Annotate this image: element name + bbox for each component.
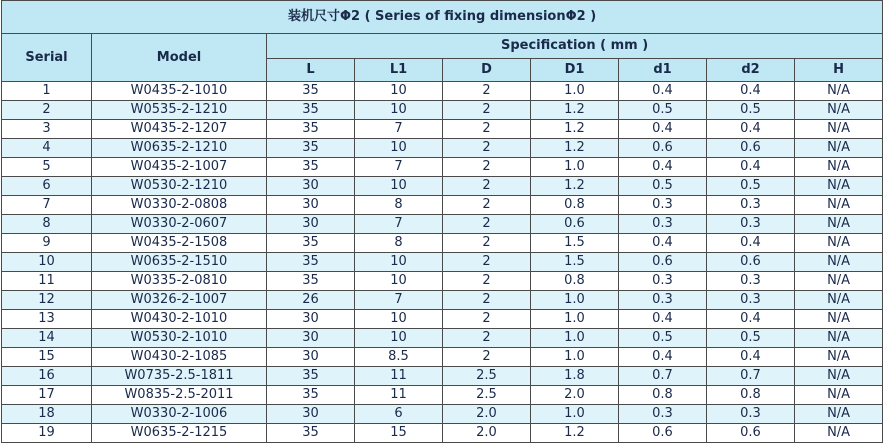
cell-d2: 0.3 <box>707 215 795 234</box>
cell-d1: 0.4 <box>619 82 707 101</box>
cell-l: 35 <box>267 139 355 158</box>
cell-l: 35 <box>267 82 355 101</box>
table-row <box>2 310 883 329</box>
cell-l1: 10 <box>355 82 443 101</box>
header-d1: D1 <box>531 59 619 82</box>
cell-d: 2 <box>443 215 531 234</box>
cell-l: 30 <box>267 329 355 348</box>
header-l1: L1 <box>355 59 443 82</box>
cell-d1-upper: 1.0 <box>531 82 619 101</box>
cell-h: N/A <box>795 82 883 101</box>
cell-d2: 0.5 <box>707 329 795 348</box>
cell-d1-upper: 1.8 <box>531 367 619 386</box>
cell-d: 2 <box>443 177 531 196</box>
cell-serial: 15 <box>2 348 92 367</box>
cell-model: W0735-2.5-1811 <box>92 367 267 386</box>
cell-model: W0430-2-1085 <box>92 348 267 367</box>
cell-d1: 0.3 <box>619 272 707 291</box>
cell-serial: 18 <box>2 405 92 424</box>
cell-l1: 8 <box>355 234 443 253</box>
table-row <box>2 215 883 234</box>
cell-serial: 4 <box>2 139 92 158</box>
cell-d1-upper: 1.0 <box>531 348 619 367</box>
cell-l1: 10 <box>355 272 443 291</box>
cell-serial: 17 <box>2 386 92 405</box>
header-serial: Serial <box>2 34 92 82</box>
cell-l: 30 <box>267 215 355 234</box>
cell-d1: 0.3 <box>619 405 707 424</box>
cell-model: W0326-2-1007 <box>92 291 267 310</box>
cell-d1: 0.4 <box>619 310 707 329</box>
cell-d2: 0.4 <box>707 310 795 329</box>
cell-model: W0435-2-1508 <box>92 234 267 253</box>
cell-l: 30 <box>267 310 355 329</box>
table-row <box>2 234 883 253</box>
cell-l: 35 <box>267 386 355 405</box>
cell-d1-upper: 1.2 <box>531 101 619 120</box>
cell-d2: 0.5 <box>707 177 795 196</box>
dimension-table <box>1 0 883 443</box>
cell-model: W0330-2-1006 <box>92 405 267 424</box>
header-d: D <box>443 59 531 82</box>
cell-d: 2.5 <box>443 367 531 386</box>
cell-d2: 0.5 <box>707 101 795 120</box>
table-row <box>2 101 883 120</box>
header-d1-lower: d1 <box>619 59 707 82</box>
cell-d1-upper: 1.0 <box>531 310 619 329</box>
cell-h: N/A <box>795 310 883 329</box>
cell-l: 26 <box>267 291 355 310</box>
cell-l1: 10 <box>355 177 443 196</box>
cell-l: 35 <box>267 158 355 177</box>
cell-d2: 0.7 <box>707 367 795 386</box>
cell-l1: 8 <box>355 196 443 215</box>
cell-d: 2 <box>443 272 531 291</box>
table-body <box>2 82 883 443</box>
cell-model: W0635-2-1510 <box>92 253 267 272</box>
table-row <box>2 158 883 177</box>
cell-d1: 0.3 <box>619 215 707 234</box>
cell-serial: 16 <box>2 367 92 386</box>
table-row <box>2 139 883 158</box>
cell-l: 35 <box>267 120 355 139</box>
cell-d1-upper: 1.5 <box>531 253 619 272</box>
table-row <box>2 120 883 139</box>
cell-d1-upper: 1.0 <box>531 405 619 424</box>
cell-l: 30 <box>267 405 355 424</box>
cell-model: W0435-2-1207 <box>92 120 267 139</box>
cell-d2: 0.8 <box>707 386 795 405</box>
cell-serial: 8 <box>2 215 92 234</box>
cell-d1-upper: 1.0 <box>531 291 619 310</box>
cell-l1: 8.5 <box>355 348 443 367</box>
cell-serial: 7 <box>2 196 92 215</box>
cell-model: W0635-2-1215 <box>92 424 267 443</box>
cell-d1-upper: 1.2 <box>531 139 619 158</box>
cell-serial: 2 <box>2 101 92 120</box>
cell-d2: 0.4 <box>707 234 795 253</box>
cell-d1: 0.5 <box>619 177 707 196</box>
cell-d: 2 <box>443 158 531 177</box>
cell-serial: 6 <box>2 177 92 196</box>
cell-model: W0435-2-1010 <box>92 82 267 101</box>
cell-h: N/A <box>795 196 883 215</box>
cell-l: 30 <box>267 177 355 196</box>
cell-serial: 14 <box>2 329 92 348</box>
cell-l: 35 <box>267 272 355 291</box>
cell-d: 2 <box>443 196 531 215</box>
cell-l1: 7 <box>355 215 443 234</box>
cell-d: 2 <box>443 120 531 139</box>
table-row <box>2 82 883 101</box>
cell-d1: 0.6 <box>619 253 707 272</box>
cell-model: W0635-2-1210 <box>92 139 267 158</box>
cell-d1: 0.7 <box>619 367 707 386</box>
cell-l: 35 <box>267 367 355 386</box>
cell-d2: 0.3 <box>707 291 795 310</box>
cell-model: W0430-2-1010 <box>92 310 267 329</box>
cell-d2: 0.4 <box>707 158 795 177</box>
cell-l1: 11 <box>355 386 443 405</box>
cell-l: 35 <box>267 101 355 120</box>
cell-d: 2.0 <box>443 424 531 443</box>
cell-d1-upper: 0.8 <box>531 272 619 291</box>
cell-d2: 0.4 <box>707 82 795 101</box>
cell-model: W0530-2-1010 <box>92 329 267 348</box>
cell-d: 2 <box>443 139 531 158</box>
cell-d1-upper: 0.8 <box>531 196 619 215</box>
cell-d: 2.0 <box>443 405 531 424</box>
cell-d1: 0.5 <box>619 101 707 120</box>
cell-serial: 3 <box>2 120 92 139</box>
cell-d1: 0.6 <box>619 424 707 443</box>
cell-h: N/A <box>795 405 883 424</box>
cell-l: 35 <box>267 424 355 443</box>
cell-h: N/A <box>795 253 883 272</box>
header-specification: Specification ( mm ) <box>267 34 883 59</box>
cell-d1-upper: 1.2 <box>531 120 619 139</box>
cell-d: 2 <box>443 82 531 101</box>
header-model: Model <box>92 34 267 82</box>
table-row <box>2 291 883 310</box>
table-row <box>2 177 883 196</box>
cell-model: W0330-2-0808 <box>92 196 267 215</box>
cell-h: N/A <box>795 272 883 291</box>
cell-serial: 1 <box>2 82 92 101</box>
cell-l: 35 <box>267 253 355 272</box>
cell-d1: 0.8 <box>619 386 707 405</box>
cell-d2: 0.6 <box>707 253 795 272</box>
table-row <box>2 272 883 291</box>
cell-serial: 11 <box>2 272 92 291</box>
table-row <box>2 386 883 405</box>
cell-model: W0330-2-0607 <box>92 215 267 234</box>
cell-l1: 10 <box>355 310 443 329</box>
cell-l1: 10 <box>355 101 443 120</box>
cell-model: W0535-2-1210 <box>92 101 267 120</box>
cell-h: N/A <box>795 424 883 443</box>
cell-d1-upper: 1.2 <box>531 177 619 196</box>
cell-l1: 15 <box>355 424 443 443</box>
table-row <box>2 348 883 367</box>
cell-model: W0530-2-1210 <box>92 177 267 196</box>
cell-serial: 19 <box>2 424 92 443</box>
cell-h: N/A <box>795 215 883 234</box>
cell-serial: 12 <box>2 291 92 310</box>
cell-model: W0435-2-1007 <box>92 158 267 177</box>
cell-d: 2 <box>443 329 531 348</box>
cell-l1: 7 <box>355 291 443 310</box>
cell-d: 2 <box>443 348 531 367</box>
cell-h: N/A <box>795 120 883 139</box>
cell-l: 35 <box>267 234 355 253</box>
cell-h: N/A <box>795 348 883 367</box>
table-row <box>2 329 883 348</box>
cell-l1: 10 <box>355 253 443 272</box>
header-d2: d2 <box>707 59 795 82</box>
header-h: H <box>795 59 883 82</box>
cell-h: N/A <box>795 158 883 177</box>
cell-d1: 0.4 <box>619 120 707 139</box>
cell-l1: 6 <box>355 405 443 424</box>
cell-l1: 11 <box>355 367 443 386</box>
table-row <box>2 196 883 215</box>
cell-serial: 10 <box>2 253 92 272</box>
cell-d1-upper: 1.5 <box>531 234 619 253</box>
cell-l: 30 <box>267 348 355 367</box>
cell-d1: 0.4 <box>619 348 707 367</box>
cell-h: N/A <box>795 386 883 405</box>
cell-l1: 7 <box>355 158 443 177</box>
cell-d1: 0.4 <box>619 234 707 253</box>
cell-model: W0835-2.5-2011 <box>92 386 267 405</box>
cell-l1: 10 <box>355 329 443 348</box>
cell-d1-upper: 1.2 <box>531 424 619 443</box>
cell-h: N/A <box>795 329 883 348</box>
table-row <box>2 367 883 386</box>
cell-serial: 13 <box>2 310 92 329</box>
cell-serial: 5 <box>2 158 92 177</box>
cell-d: 2 <box>443 291 531 310</box>
cell-serial: 9 <box>2 234 92 253</box>
cell-h: N/A <box>795 291 883 310</box>
cell-h: N/A <box>795 234 883 253</box>
cell-d1-upper: 2.0 <box>531 386 619 405</box>
cell-h: N/A <box>795 367 883 386</box>
cell-d1: 0.5 <box>619 329 707 348</box>
table-row <box>2 405 883 424</box>
cell-l1: 10 <box>355 139 443 158</box>
cell-model: W0335-2-0810 <box>92 272 267 291</box>
cell-d: 2 <box>443 253 531 272</box>
cell-d: 2 <box>443 101 531 120</box>
cell-d2: 0.4 <box>707 348 795 367</box>
cell-d1-upper: 1.0 <box>531 158 619 177</box>
cell-d1-upper: 1.0 <box>531 329 619 348</box>
cell-l: 30 <box>267 196 355 215</box>
cell-d1: 0.6 <box>619 139 707 158</box>
cell-d2: 0.3 <box>707 196 795 215</box>
table-row <box>2 424 883 443</box>
cell-d1-upper: 0.6 <box>531 215 619 234</box>
cell-d1: 0.3 <box>619 291 707 310</box>
header-l: L <box>267 59 355 82</box>
cell-d2: 0.6 <box>707 424 795 443</box>
cell-d2: 0.6 <box>707 139 795 158</box>
cell-d1: 0.3 <box>619 196 707 215</box>
cell-d1: 0.4 <box>619 158 707 177</box>
cell-d: 2 <box>443 234 531 253</box>
table-title: 装机尺寸Φ2 ( Series of fixing dimensionΦ2 ) <box>2 1 883 34</box>
cell-d2: 0.3 <box>707 405 795 424</box>
cell-d2: 0.3 <box>707 272 795 291</box>
cell-d: 2 <box>443 310 531 329</box>
cell-h: N/A <box>795 139 883 158</box>
table-row <box>2 253 883 272</box>
cell-d2: 0.4 <box>707 120 795 139</box>
cell-h: N/A <box>795 177 883 196</box>
cell-d: 2.5 <box>443 386 531 405</box>
cell-h: N/A <box>795 101 883 120</box>
cell-l1: 7 <box>355 120 443 139</box>
